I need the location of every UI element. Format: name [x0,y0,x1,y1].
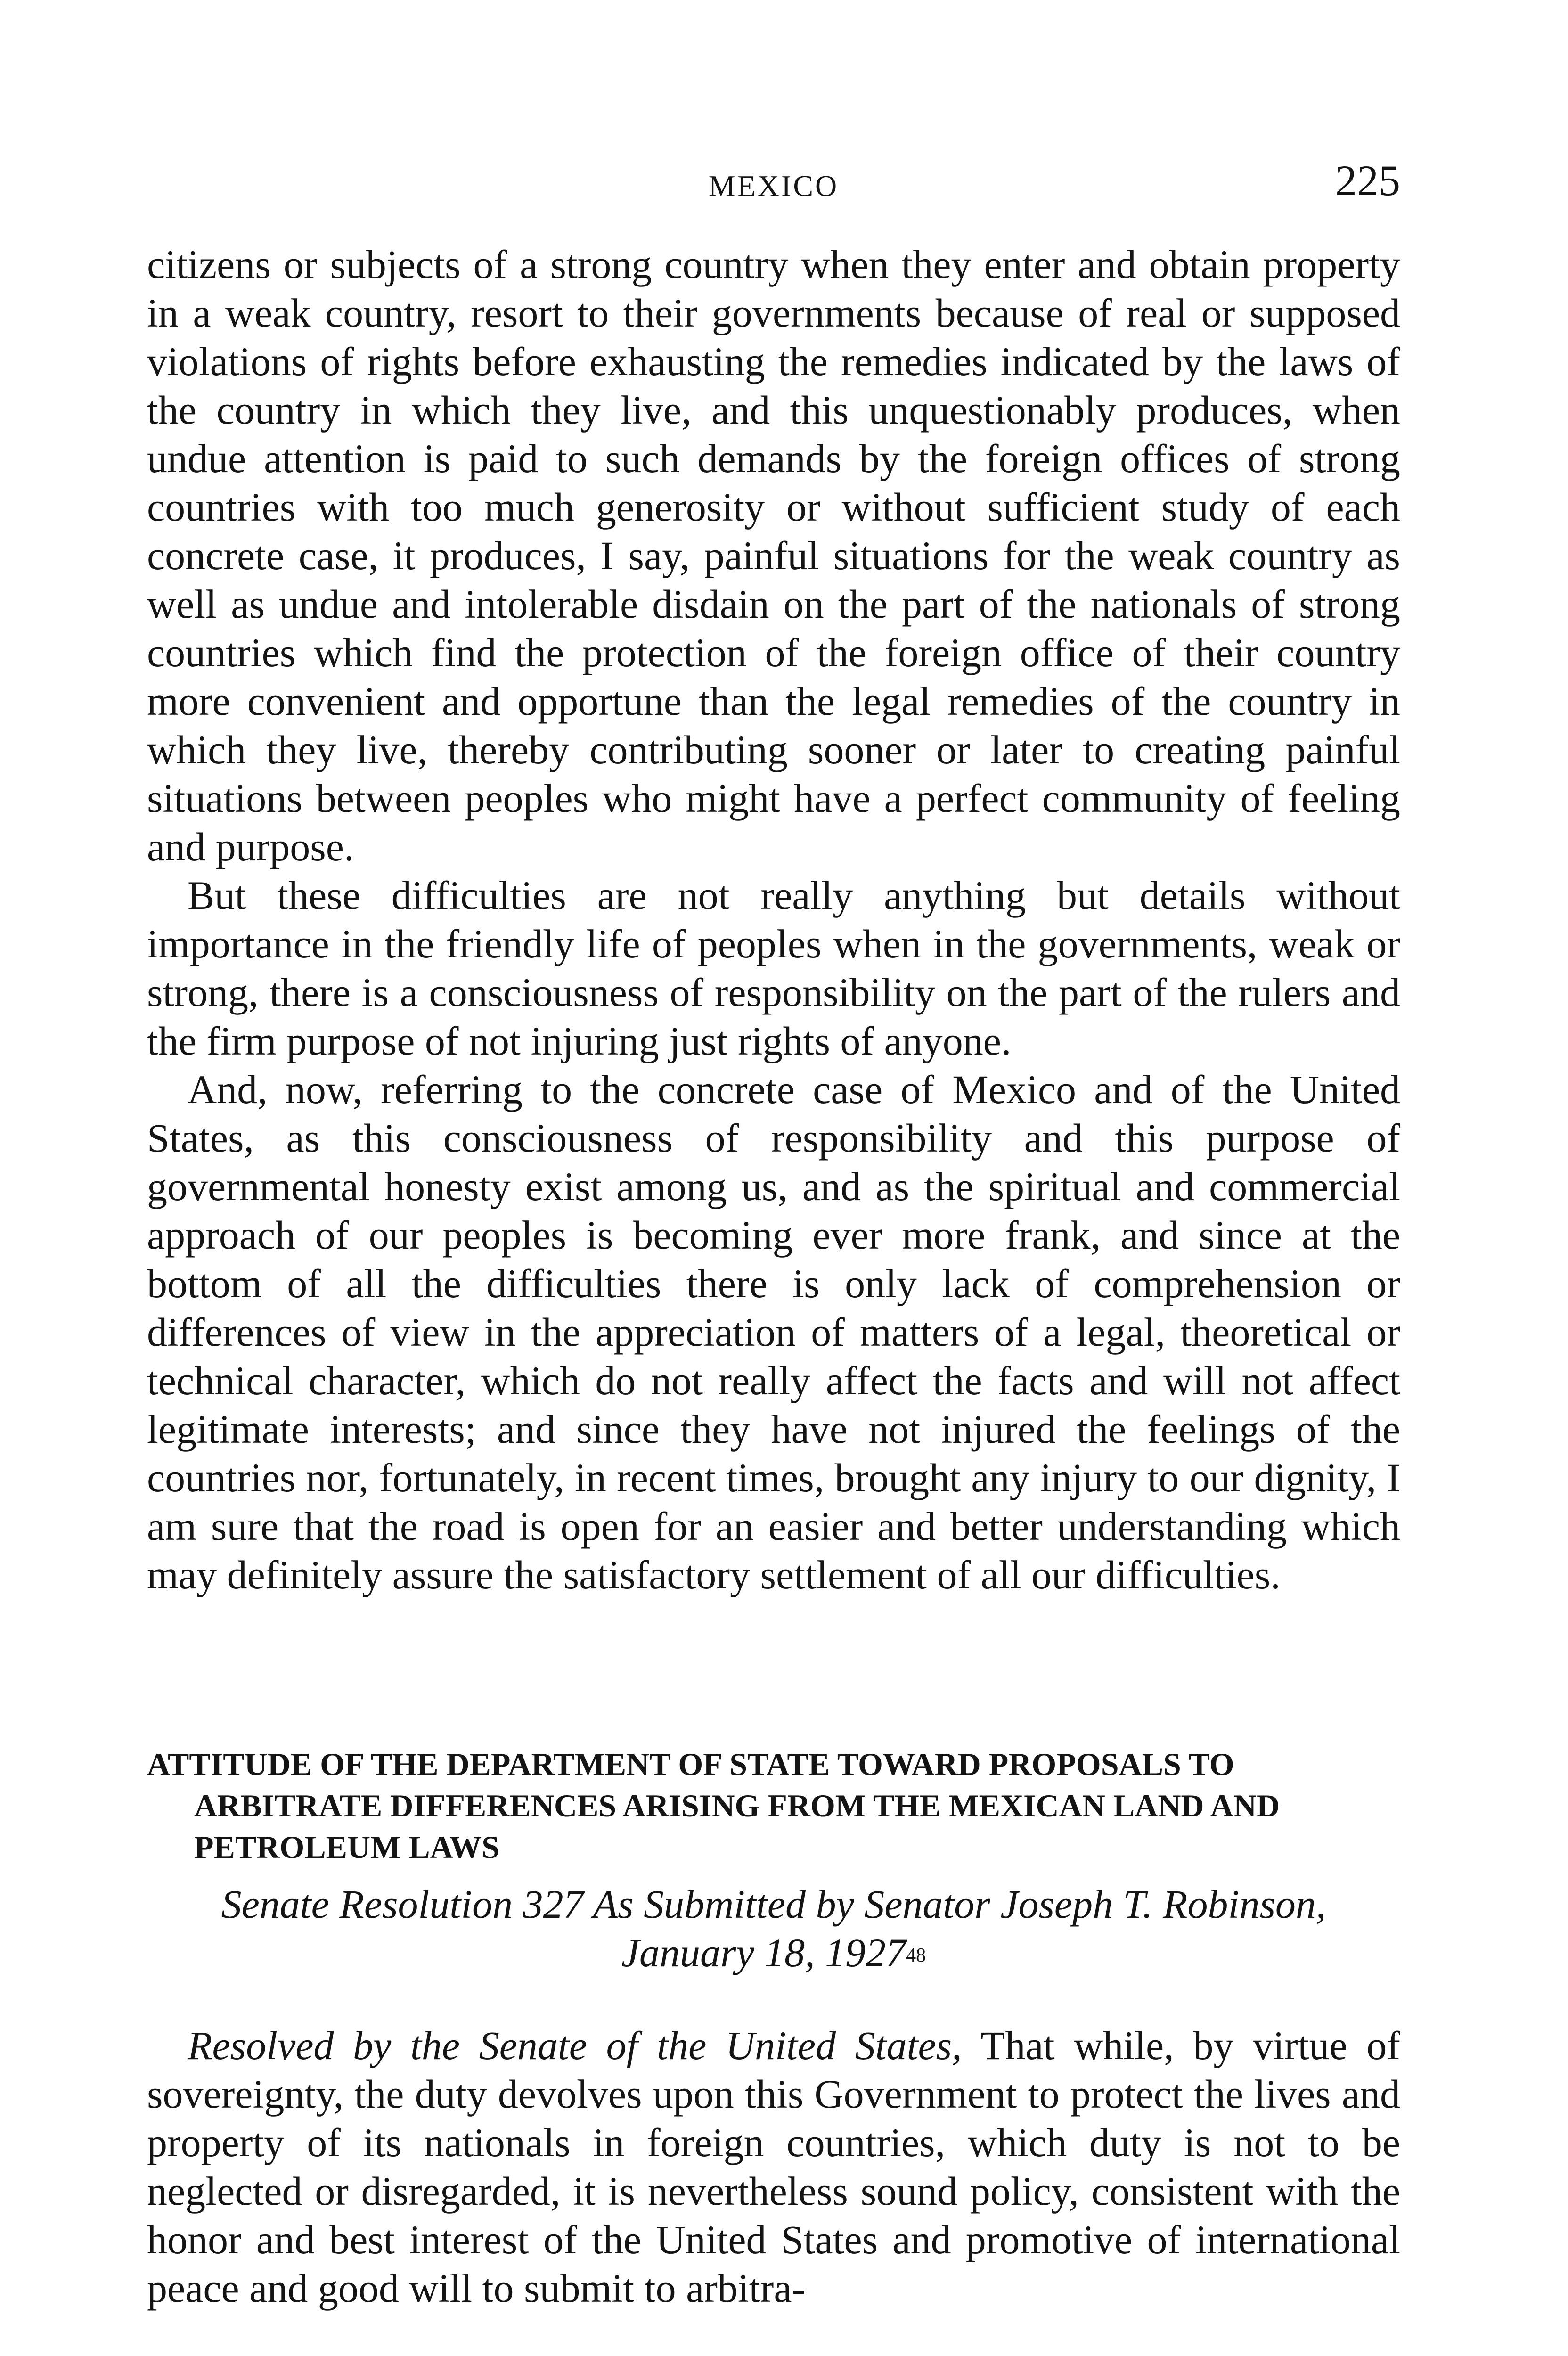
subheading-line-1: Senate Resolution 327 As Submitted by Senator Joseph T. Robinson, [221,1882,1326,1927]
footnote-reference: 48 [906,1945,926,1966]
running-head [147,155,1400,207]
resolution-paragraph [147,2021,1400,2313]
resolution-subheading [147,1880,1400,1977]
paragraph-continuation: citizens or subjects of a strong country when they enter and obtain property in a weak country, resort to their governments because of real or supposed violations of rights before exhausting the remedies indicated by the laws of the country in which they live, and this unquestionably produces, when undue attention is paid to such demands by the foreign offices of strong countries with too much generosity or without sufficient study of each concrete case, it produces, I say, painful situations for the weak country as well as undue and intolerable disdain on the part of the nationals of strong countries which find the protection of the foreign office of their country more convenient and opportune than the legal remedies of the country in which they live, thereby contributing sooner or later to creating painful situations between peoples who might have a perfect community of feeling and purpose. [147,242,1400,869]
subheading-date: January 18, 1927 [621,1930,906,1975]
resolution-text [147,2021,1400,2313]
section-heading: ATTITUDE OF THE DEPARTMENT OF STATE TOWARD PROPOSALS TO ARBITRATE DIFFERENCES ARISING FROM THE MEXICAN LAND AND PETROLEUM LAWS [147,1746,1280,1865]
running-title: MEXICO [708,169,839,203]
page-number: 225 [1335,156,1400,205]
subheading-line-2 [147,1929,1400,1977]
paragraph-mexico-united-states: And, now, referring to the concrete case of Mexico and of the United States, as this consciousness of responsibility and this purpose of governmental honesty exist among us, and as the spiritual and commercial approach of our peoples is becoming ever more frank, and since at the bottom of all the difficulties there is only lack of comprehension or differences of view in the appreciation of matters of a legal, theoretical or technical character, which do not really affect the facts and will not affect legitimate interests; and since they have not injured the feelings of the countries nor, fortunately, in recent times, brought any injury to our dignity, I am sure that the road is open for an easier and better understanding which may definitely assure the satisfactory settlement of all our difficulties. [147,1067,1400,1597]
paragraph-difficulties: But these difficulties are not really anything but details without importance in the friendly life of peoples when in the governments, weak or strong, there is a consciousness of responsibility on the part of the rulers and the firm purpose of not injuring just rights of anyone. [147,873,1400,1063]
body-text [147,240,1400,1599]
resolution-body: That while, by virtue of sovereignty, the duty devolves upon this Government to protect the lives and property of its nationals in foreign countries, which duty is not to be neglected or disregarded, it is nevertheless sound policy, consistent with the honor and best interest of the United States and promotive of international peace and good will to submit to arbitra- [147,2023,1401,2311]
resolution-lead: Resolved by the Senate of the United States, [188,2023,962,2068]
